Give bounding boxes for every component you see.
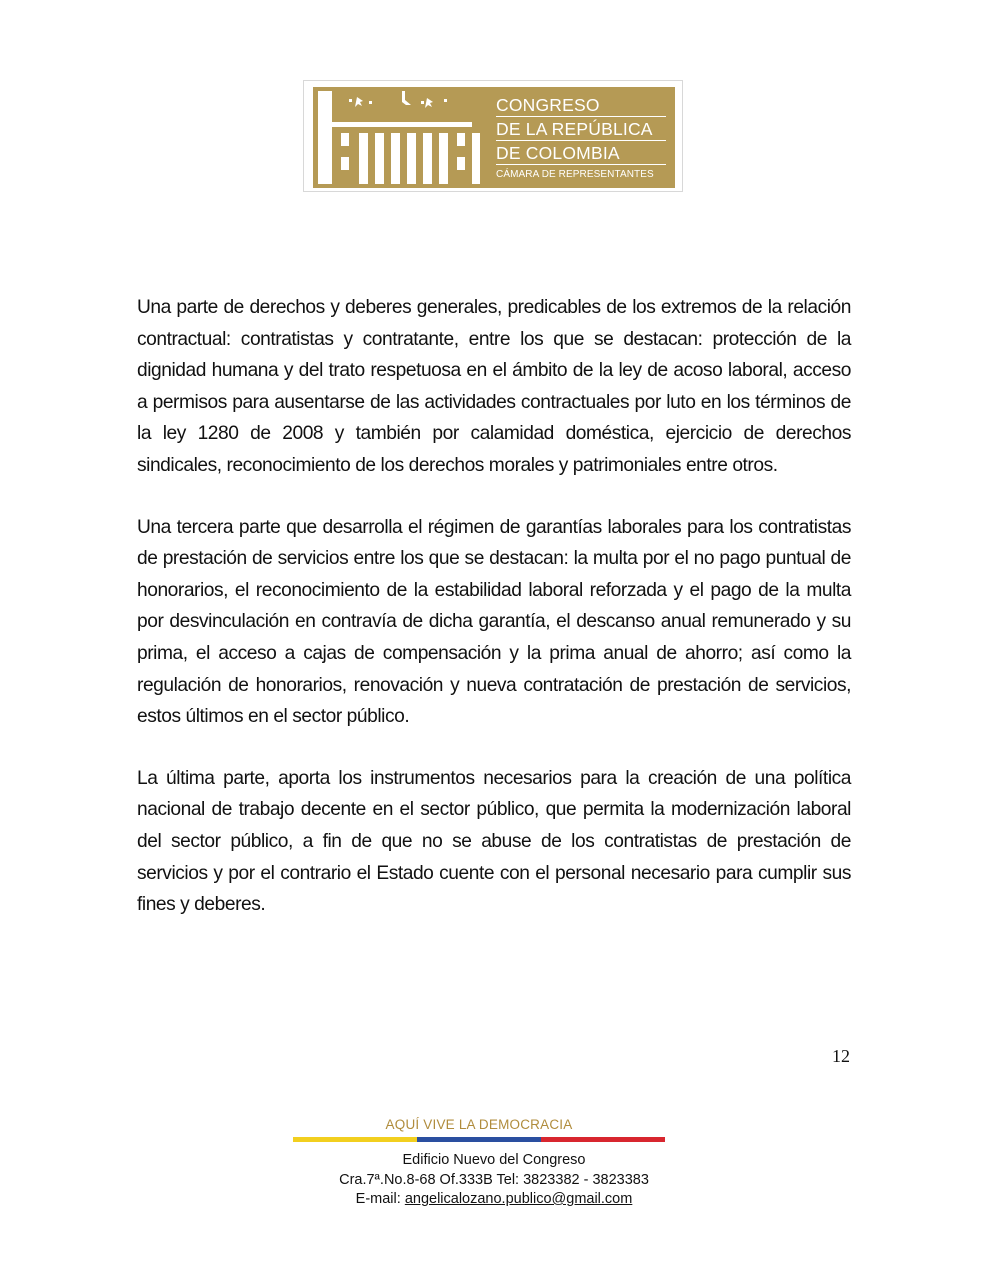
flag-stripe-red xyxy=(541,1137,665,1142)
flag-stripe-blue xyxy=(417,1137,541,1142)
flag-stripe-yellow xyxy=(293,1137,417,1142)
logo-subtitle: CÁMARA DE REPRESENTANTES xyxy=(496,169,654,180)
page-number: 12 xyxy=(832,1046,850,1066)
paragraph-2: Una tercera parte que desarrolla el régimen de garantías laborales para los contratistas de prestación de servicios entre los que se destacan: la multa por el no pago puntual de honorarios, el reconocimiento de la estabilidad laboral reforzada y el pago de la multa por desvinculación en contravía de dicha garantía, el descanso anual remunerado y su prima, el acceso a cajas de compensación y la prima anual de ahorro; así como la regulación de honorarios, renovación y nueva contratación de prestación de servicios, estos últimos en el sector público. xyxy=(137,516,851,728)
logo-wordmark xyxy=(496,95,666,182)
paragraph-3: La última parte, aporta los instrumentos necesarios para la creación de una política nacional de trabajo decente en el sector público, que permita la modernización laboral del sector público, a fin de que no se abuse de los contratistas de prestación de servicios y por el contrario el Estado cuente con el personal necesario para cumplir sus fines y deberes. xyxy=(137,767,851,916)
footer-address: Cra.7ª.No.8-68 Of.333B Tel: 3823382 - 3823383 xyxy=(339,1171,649,1188)
logo-line-1: CONGRESO xyxy=(496,95,666,117)
logo-badge xyxy=(313,87,675,188)
logo-line-2: DE LA REPÚBLICA xyxy=(496,119,666,141)
colombian-flag-bar xyxy=(293,1137,665,1142)
document-body xyxy=(137,292,851,951)
logo-line-3: DE COLOMBIA xyxy=(496,143,666,165)
paragraph-1: Una parte de derechos y deberes generales, predicables de los extremos de la relación contractual: contratistas y contratante, entre los que se destacan: protección de la dignidad humana y del trato respetuosa en el ámbito de la ley de acoso laboral, acceso a permisos para ausentarse de las actividades contractuales por luto en los términos de la ley 1280 de 2008 y también por calamidad doméstica, ejercicio de derechos sindicales, reconocimiento de los derechos morales y patrimoniales entre otros. xyxy=(137,297,851,476)
footer-email-link[interactable]: angelicalozano.publico@gmail.com xyxy=(404,1191,633,1207)
footer-email-label: E-mail: xyxy=(355,1191,405,1207)
footer-email-line xyxy=(250,1190,738,1210)
footer-slogan: AQUÍ VIVE LA DEMOCRACIA xyxy=(385,1117,573,1132)
capitol-building-icon xyxy=(313,87,488,188)
footer-building: Edificio Nuevo del Congreso xyxy=(402,1152,586,1168)
header-logo xyxy=(303,80,683,192)
footer-contact xyxy=(250,1151,738,1210)
